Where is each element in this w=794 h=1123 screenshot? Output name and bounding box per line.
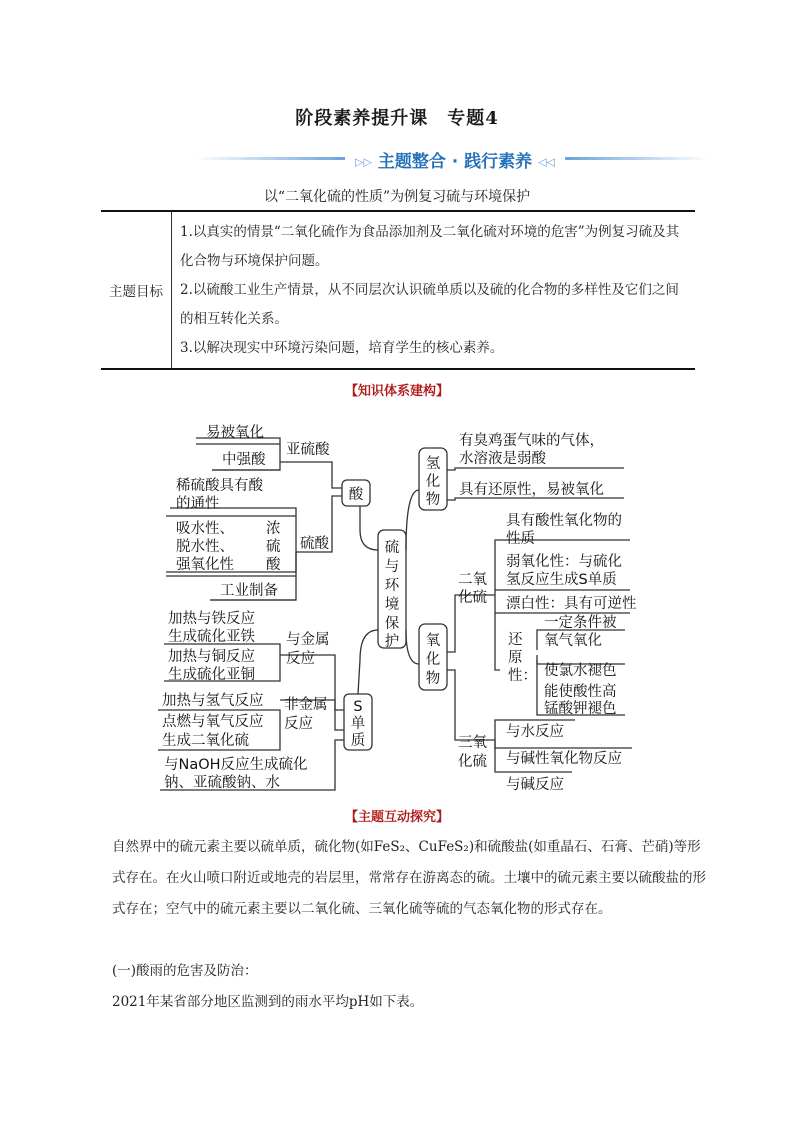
reducing-item-line: 氧气氧化: [544, 633, 602, 649]
metal-label-line: 与金属: [286, 632, 330, 648]
nonmetal-item-line: 点燃与氧气反应: [162, 714, 264, 730]
hydride-item-line: 有臭鸡蛋气味的气体，: [459, 433, 604, 449]
hydride-label-char: 氢: [425, 456, 441, 472]
so2-label-line: 化硫: [458, 590, 487, 606]
reducing-label-char: 还: [508, 632, 523, 648]
oxide-label-char: 物: [425, 671, 441, 687]
sulfur-label-char: 质: [350, 733, 366, 749]
reducing-label-char: 原: [508, 650, 523, 666]
so2-item-line: 氢反应生成S单质: [506, 572, 617, 588]
center-char: 保: [384, 616, 400, 632]
metal-item-line: 加热与铜反应: [168, 649, 255, 665]
metal-item-line: 生成硫化亚铁: [168, 629, 255, 645]
oxide-label-char: 氧: [425, 633, 441, 649]
banner-arrow-left-icon: ◁◁: [538, 155, 555, 169]
reducing-item-line: 使氯水褪色: [544, 663, 617, 679]
subsection-heading: (一)酸雨的危害及防治：: [112, 963, 258, 979]
sulfuric-common-line: 的通性: [176, 496, 220, 512]
goal-item: 1.以真实的情景“二氧化硫作为食品添加剂及二氧化硫对环境的危害”为例复习硫及其化合物与环境保护问题。: [180, 223, 680, 269]
metal-item-line: 加热与铁反应: [168, 611, 255, 627]
acid-label: 酸: [348, 487, 364, 503]
so3-item: 与碱性氧化物反应: [506, 751, 622, 767]
goal-table: [101, 210, 695, 370]
conc-char: 浓: [266, 521, 281, 537]
banner-arrow-right-icon: ▷▷: [355, 155, 372, 169]
hydride-item-line: 具有还原性，易被氧化: [459, 482, 604, 498]
sulfur-label-char: 单: [350, 716, 366, 732]
goal-item: 3.以解决现实中环境污染问题，培育学生的核心素养。: [180, 339, 504, 356]
center-char: 护: [384, 634, 400, 650]
nonmetal-item-line: 加热与氢气反应: [162, 693, 264, 709]
banner-line-left: [195, 157, 345, 160]
sulfurous-item: 中强酸: [222, 452, 266, 468]
reducing-item-line: 锰酸钾褪色: [544, 701, 617, 717]
table-intro: 2021年某省部分地区监测到的雨水平均pH如下表。: [112, 994, 424, 1010]
center-char: 与: [384, 559, 400, 575]
reducing-item-line: 能使酸性高: [544, 684, 617, 700]
so2-item-line: 弱氧化性：与硫化: [506, 554, 622, 570]
sulfurous-item: 易被氧化: [206, 425, 264, 441]
sulfur-label-char: S: [353, 699, 363, 715]
sulfuric-common-line: 稀硫酸具有酸: [176, 478, 263, 494]
conc-char: 酸: [266, 557, 281, 573]
so3-label-line: 化硫: [458, 754, 487, 770]
so2-item-line: 漂白性：具有可逆性: [506, 596, 637, 612]
explore-heading: 【主题互动探究】: [344, 810, 449, 825]
so3-item: 与碱反应: [506, 777, 564, 793]
so3-item: 与水反应: [506, 724, 564, 740]
hydride-label-char: 物: [425, 492, 441, 508]
sulfuric-prop-line: 强氧化性: [176, 557, 234, 573]
banner-line-right: [565, 157, 710, 160]
hydride-item-line: 水溶液是弱酸: [459, 451, 546, 467]
goal-item: 2.以硫酸工业生产情景，从不同层次认识硫单质以及硫的化合物的多样性及它们之间的相互转化关系。: [180, 281, 679, 327]
center-char: 环: [384, 578, 400, 594]
metal-label-line: 反应: [286, 651, 315, 667]
page-title: 阶段素养提升课 专题4: [295, 108, 499, 129]
nonmetal-item-line: 生成二氧化硫: [162, 733, 249, 749]
intro-paragraph: 自然界中的硫元素主要以硫单质，硫化物(如FeS₂、CuFeS₂)和硫酸盐(如重晶石、石膏、芒硝)等形式存在。在火山喷口附近或地壳的岩层里，常常存在游离态的硫。土壤中的硫元素主要以硫酸盐的形式存在；空气中的硫元素主要以二氧化硫、三氧化硫等硫的气态氧化物的形式存在。: [112, 839, 706, 917]
center-char: 境: [384, 597, 400, 613]
banner-label: 主题整合 · 践行素养: [377, 152, 533, 172]
sulfurous-acid-label: 亚硫酸: [286, 442, 330, 458]
naoh-line: 钠、亚硫酸钠、水: [164, 775, 280, 791]
metal-item-line: 生成硫化亚铜: [168, 667, 255, 683]
nonmetal-label-line: 非金属: [284, 697, 328, 713]
so2-item-line: 具有酸性氧化物的: [506, 513, 622, 529]
goal-table-body: [172, 211, 696, 369]
sulfuric-acid-label: 硫酸: [300, 536, 329, 552]
page-subtitle: 以“二氧化硫的性质”为例复习硫与环境保护: [263, 189, 531, 205]
hydride-label-char: 化: [425, 474, 441, 490]
so2-label-line: 二氧: [458, 572, 487, 588]
so2-item-line: 性质: [506, 531, 535, 547]
so3-label-line: 三氧: [458, 735, 487, 751]
concept-map: [0, 400, 794, 800]
naoh-line: 与NaOH反应生成硫化: [164, 757, 308, 773]
section-banner: [340, 147, 570, 172]
oxide-label-char: 化: [425, 652, 441, 668]
reducing-item-line: 一定条件被: [544, 615, 617, 631]
sulfuric-prop-line: 吸水性、: [176, 521, 234, 537]
nonmetal-label-line: 反应: [284, 716, 313, 732]
center-char: 硫: [384, 540, 400, 556]
sulfuric-industry: 工业制备: [220, 583, 278, 599]
knowledge-heading: 【知识体系建构】: [344, 384, 449, 399]
conc-char: 硫: [266, 539, 281, 555]
sulfuric-prop-line: 脱水性、: [176, 539, 234, 555]
reducing-label-char: 性：: [508, 668, 537, 684]
goal-table-head: 主题目标: [101, 211, 172, 369]
